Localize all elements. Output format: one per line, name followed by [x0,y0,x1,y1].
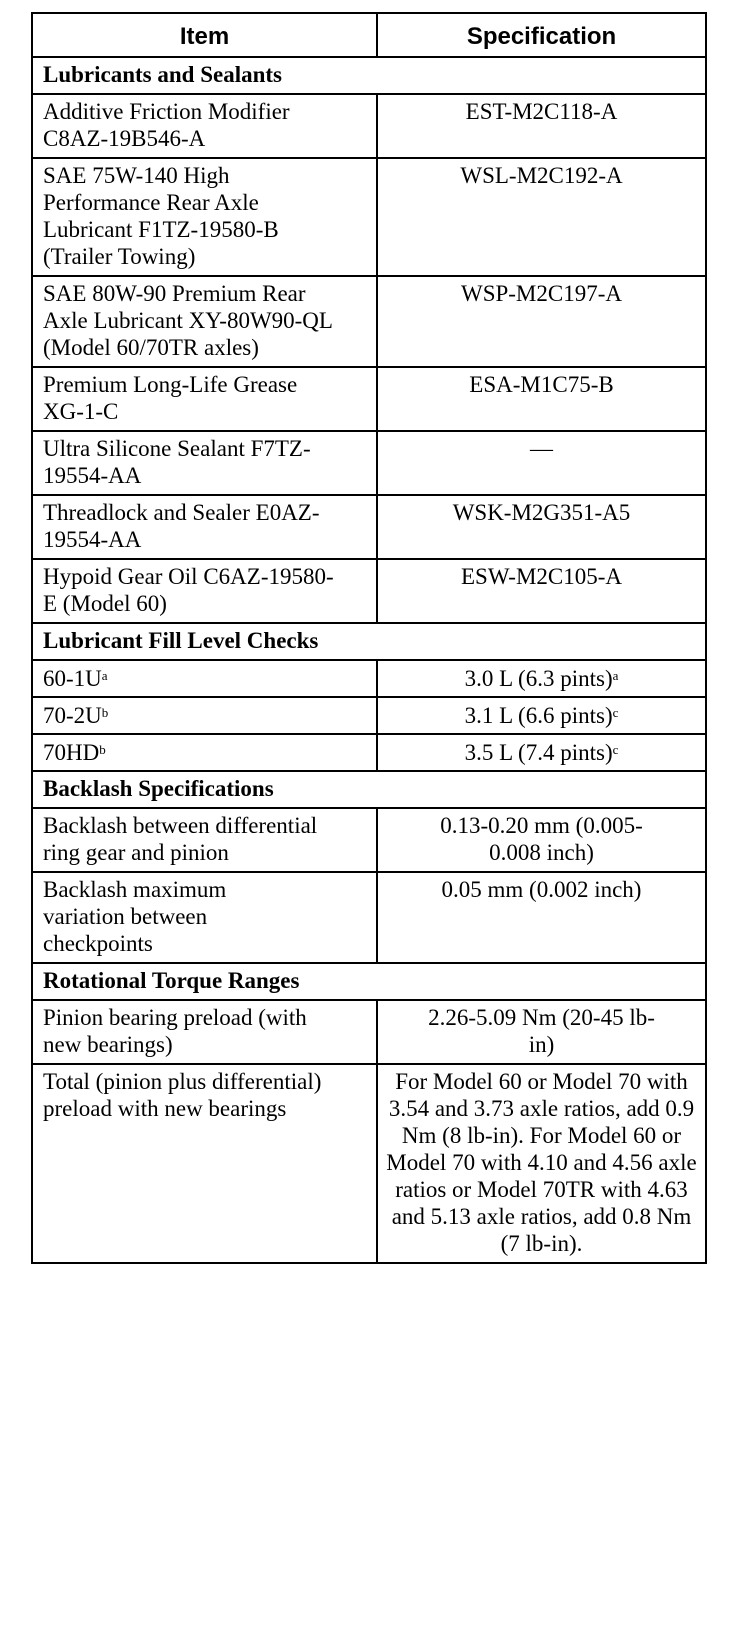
spec-cell [377,697,706,734]
item-cell: Backlash maximum variation between checkpoints [32,872,377,963]
footnote-marker: b [99,742,106,757]
section-title: Backlash Specifications [32,771,706,808]
spec-text: 3.5 L (7.4 pints) [464,740,613,765]
table-row [32,1000,706,1064]
spec-cell: EST-M2C118-A [377,94,706,158]
table-row [32,1064,706,1263]
section-title: Lubricants and Sealants [32,57,706,94]
specification-table [31,12,707,1264]
spec-cell: — [377,431,706,495]
item-cell: Hypoid Gear Oil C6AZ-19580-E (Model 60) [32,559,377,623]
table-row [32,276,706,367]
section-title: Rotational Torque Ranges [32,963,706,1000]
item-cell: Additive Friction Modifier C8AZ-19B546-A [32,94,377,158]
table-row [32,660,706,697]
item-text: 70-2U [43,703,102,728]
item-cell: Backlash between differential ring gear and pinion [32,808,377,872]
table-row [32,559,706,623]
item-cell: Pinion bearing preload (with new bearings) [32,1000,377,1064]
spec-cell: 0.13-0.20 mm (0.005-0.008 inch) [377,808,706,872]
spec-cell [377,660,706,697]
spec-cell: WSL-M2C192-A [377,158,706,276]
spec-cell: 0.05 mm (0.002 inch) [377,872,706,963]
column-header-specification: Specification [377,13,706,57]
column-header-item: Item [32,13,377,57]
table-row [32,94,706,158]
table-header-row [32,13,706,57]
spec-cell: 2.26-5.09 Nm (20-45 lb-in) [377,1000,706,1064]
table-row [32,158,706,276]
footnote-marker: c [612,742,619,757]
footnote-marker: c [612,705,619,720]
item-cell: Threadlock and Sealer E0AZ-19554-AA [32,495,377,559]
section-row-backlash-specifications [32,771,706,808]
item-cell: Total (pinion plus differential) preload with new bearings [32,1064,377,1263]
item-cell: Ultra Silicone Sealant F7TZ-19554-AA [32,431,377,495]
item-cell: SAE 75W-140 High Performance Rear Axle Lubricant F1TZ-19580-B (Trailer Towing) [32,158,377,276]
table-row [32,367,706,431]
table-row [32,872,706,963]
table-row [32,495,706,559]
table-row [32,697,706,734]
spec-cell [377,734,706,771]
table-row [32,808,706,872]
item-cell [32,660,377,697]
spec-text: 3.1 L (6.6 pints) [464,703,613,728]
spec-cell: ESA-M1C75-B [377,367,706,431]
item-text: 70HD [43,740,100,765]
section-row-rotational-torque-ranges [32,963,706,1000]
spec-text: 3.0 L (6.3 pints) [464,666,613,691]
item-cell [32,734,377,771]
spec-cell: ESW-M2C105-A [377,559,706,623]
section-row-lubricant-fill-level-checks [32,623,706,660]
table-row [32,734,706,771]
item-cell: SAE 80W-90 Premium Rear Axle Lubricant XY-80W90-QL (Model 60/70TR axles) [32,276,377,367]
item-cell [32,697,377,734]
footnote-marker: b [101,705,109,720]
item-text: 60-1U [43,666,102,691]
item-cell: Premium Long-Life Grease XG-1-C [32,367,377,431]
section-row-lubricants-and-sealants [32,57,706,94]
table-row [32,431,706,495]
spec-cell: WSK-M2G351-A5 [377,495,706,559]
footnote-marker: a [612,668,619,683]
spec-cell: For Model 60 or Model 70 with 3.54 and 3.73 axle ratios, add 0.9 Nm (8 lb-in). For Model 60 or Model 70 with 4.10 and 4.56 axle ratios or Model 70TR with 4.63 and 5.13 axle ratios, add 0.8 Nm (7 lb-in). [377,1064,706,1263]
footnote-marker: a [101,668,108,683]
section-title: Lubricant Fill Level Checks [32,623,706,660]
spec-cell: WSP-M2C197-A [377,276,706,367]
